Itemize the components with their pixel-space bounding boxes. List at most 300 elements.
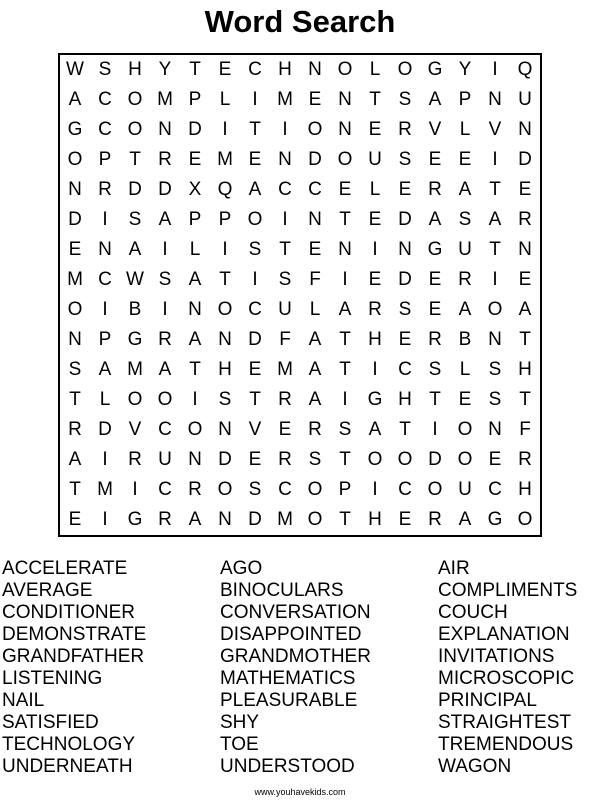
grid-letter: E	[428, 299, 442, 320]
grid-letter: V	[128, 419, 142, 440]
grid-letter: P	[188, 209, 202, 230]
grid-letter: D	[428, 449, 442, 470]
grid-letter: R	[278, 449, 292, 470]
grid-letter: R	[158, 329, 172, 350]
word-column	[438, 558, 577, 778]
grid-letter: E	[248, 359, 262, 380]
grid-letter: R	[398, 119, 412, 140]
grid-letter: M	[217, 149, 233, 170]
grid-letter: W	[66, 59, 84, 80]
grid-row	[60, 325, 540, 355]
grid-letter: D	[218, 449, 232, 470]
grid-letter: P	[218, 209, 232, 230]
grid-letter: T	[189, 359, 201, 380]
grid-letter: R	[158, 509, 172, 530]
grid-letter: T	[519, 329, 531, 350]
grid-letter: I	[492, 149, 498, 170]
grid-letter: A	[188, 269, 202, 290]
grid-letter: N	[518, 239, 532, 260]
grid-letter: O	[307, 479, 323, 500]
grid-letter: D	[158, 179, 172, 200]
grid-letter: C	[278, 179, 292, 200]
grid-letter: C	[98, 89, 112, 110]
grid-letter: O	[337, 59, 353, 80]
grid-letter: L	[189, 239, 201, 260]
grid-letter: N	[218, 329, 232, 350]
grid-row	[60, 265, 540, 295]
grid-letter: R	[428, 179, 442, 200]
grid-letter: T	[339, 449, 351, 470]
grid-letter: T	[69, 479, 81, 500]
grid-letter: H	[128, 59, 142, 80]
grid-letter: A	[458, 299, 472, 320]
word-list-item: SATISFIED	[2, 712, 99, 733]
grid-letter: E	[188, 149, 202, 170]
word-list-item: UNDERNEATH	[2, 756, 133, 777]
grid-letter: E	[368, 269, 382, 290]
letter-grid	[58, 53, 542, 537]
grid-letter: T	[519, 389, 531, 410]
grid-letter: M	[67, 269, 83, 290]
grid-letter: T	[399, 419, 411, 440]
grid-letter: H	[368, 329, 382, 350]
grid-letter: A	[488, 209, 502, 230]
grid-letter: C	[308, 179, 322, 200]
grid-letter: P	[458, 89, 472, 110]
word-list-item: UNDERSTOOD	[220, 756, 355, 777]
grid-letter: Q	[217, 179, 233, 200]
word-list-item: AGO	[220, 558, 263, 579]
grid-letter: D	[98, 419, 112, 440]
grid-letter: N	[188, 449, 202, 470]
grid-letter: N	[218, 509, 232, 530]
word-list-item: TOE	[220, 734, 259, 755]
grid-letter: C	[158, 479, 172, 500]
grid-letter: T	[219, 269, 231, 290]
grid-letter: C	[278, 479, 292, 500]
grid-letter: F	[519, 419, 531, 440]
grid-letter: H	[218, 359, 232, 380]
grid-letter: E	[248, 449, 262, 470]
word-list-item: EXPLANATION	[438, 624, 570, 645]
grid-letter: N	[308, 209, 322, 230]
grid-letter: C	[398, 479, 412, 500]
word-list-item: PRINCIPAL	[438, 690, 537, 711]
grid-letter: I	[192, 389, 198, 410]
word-list-item: ACCELERATE	[2, 558, 128, 579]
grid-letter: D	[518, 149, 532, 170]
word-list-item: TREMENDOUS	[438, 734, 574, 755]
word-list-item: INVITATIONS	[438, 646, 555, 667]
grid-row	[60, 55, 540, 85]
grid-row	[60, 175, 540, 205]
grid-letter: E	[458, 389, 472, 410]
grid-letter: I	[132, 479, 138, 500]
grid-letter: I	[102, 299, 108, 320]
grid-row	[60, 145, 540, 175]
grid-letter: C	[98, 269, 112, 290]
grid-letter: S	[398, 299, 412, 320]
grid-row	[60, 115, 540, 145]
grid-letter: E	[278, 419, 292, 440]
grid-letter: H	[278, 59, 292, 80]
grid-letter: C	[248, 299, 262, 320]
grid-letter: E	[398, 179, 412, 200]
grid-letter: H	[518, 359, 532, 380]
grid-letter: E	[68, 509, 82, 530]
grid-letter: A	[158, 359, 172, 380]
grid-letter: O	[127, 119, 143, 140]
grid-letter: E	[428, 149, 442, 170]
grid-letter: D	[308, 149, 322, 170]
word-list-item: GRANDMOTHER	[220, 646, 371, 667]
grid-letter: R	[98, 179, 112, 200]
grid-letter: R	[128, 449, 142, 470]
grid-letter: P	[98, 149, 112, 170]
grid-letter: T	[339, 209, 351, 230]
grid-letter: E	[398, 509, 412, 530]
word-list-item: NAIL	[2, 690, 45, 711]
grid-letter: H	[368, 509, 382, 530]
grid-letter: S	[248, 239, 262, 260]
grid-letter: I	[222, 239, 228, 260]
grid-letter: D	[248, 509, 262, 530]
grid-letter: R	[188, 479, 202, 500]
grid-letter: D	[128, 179, 142, 200]
grid-letter: N	[158, 119, 172, 140]
grid-letter: N	[68, 329, 82, 350]
grid-row	[60, 415, 540, 445]
grid-letter: D	[398, 269, 412, 290]
grid-letter: E	[308, 89, 322, 110]
grid-letter: I	[162, 239, 168, 260]
grid-letter: A	[128, 239, 142, 260]
grid-letter: N	[68, 179, 82, 200]
grid-letter: A	[248, 179, 262, 200]
grid-letter: S	[248, 479, 262, 500]
grid-letter: T	[129, 149, 141, 170]
grid-letter: R	[518, 449, 532, 470]
grid-letter: C	[98, 119, 112, 140]
grid-letter: I	[432, 419, 438, 440]
word-list-item: COUCH	[438, 602, 508, 623]
grid-letter: O	[457, 449, 473, 470]
grid-letter: S	[398, 149, 412, 170]
grid-letter: G	[367, 389, 383, 410]
grid-letter: D	[68, 209, 82, 230]
grid-letter: B	[128, 299, 142, 320]
grid-letter: L	[309, 299, 321, 320]
grid-letter: L	[459, 359, 471, 380]
word-list-item: SHY	[220, 712, 260, 733]
grid-letter: I	[252, 89, 258, 110]
grid-letter: E	[308, 239, 322, 260]
grid-letter: O	[307, 119, 323, 140]
grid-letter: R	[158, 149, 172, 170]
grid-letter: L	[99, 389, 111, 410]
grid-letter: T	[279, 239, 291, 260]
grid-letter: P	[188, 89, 202, 110]
grid-letter: O	[397, 449, 413, 470]
grid-letter: G	[127, 509, 143, 530]
grid-letter: N	[488, 419, 502, 440]
word-list-item: STRAIGHTEST	[438, 712, 572, 733]
grid-letter: T	[249, 389, 261, 410]
grid-letter: I	[372, 479, 378, 500]
grid-letter: S	[278, 269, 292, 290]
word-list-item: CONDITIONER	[2, 602, 135, 623]
grid-letter: Y	[158, 59, 172, 80]
grid-letter: A	[338, 299, 352, 320]
grid-letter: N	[338, 239, 352, 260]
grid-letter: I	[372, 359, 378, 380]
grid-letter: G	[427, 59, 443, 80]
grid-letter: O	[307, 509, 323, 530]
grid-letter: C	[158, 419, 172, 440]
grid-letter: V	[428, 119, 442, 140]
grid-letter: E	[518, 179, 532, 200]
grid-letter: F	[279, 329, 291, 350]
grid-letter: I	[342, 269, 348, 290]
grid-letter: O	[127, 89, 143, 110]
grid-letter: R	[368, 299, 382, 320]
grid-letter: E	[368, 119, 382, 140]
grid-letter: A	[308, 389, 322, 410]
grid-letter: O	[397, 59, 413, 80]
grid-letter: R	[428, 329, 442, 350]
grid-letter: I	[102, 209, 108, 230]
grid-letter: O	[367, 449, 383, 470]
grid-letter: S	[488, 389, 502, 410]
grid-letter: V	[488, 119, 502, 140]
grid-letter: O	[217, 299, 233, 320]
grid-letter: O	[217, 479, 233, 500]
grid-letter: N	[188, 299, 202, 320]
grid-letter: E	[488, 449, 502, 470]
grid-letter: S	[128, 209, 142, 230]
grid-letter: A	[518, 299, 532, 320]
word-list-item: DEMONSTRATE	[2, 624, 147, 645]
grid-letter: D	[188, 119, 202, 140]
grid-row	[60, 205, 540, 235]
grid-letter: N	[278, 149, 292, 170]
grid-letter: A	[458, 179, 472, 200]
grid-letter: N	[308, 59, 322, 80]
grid-letter: A	[98, 359, 112, 380]
grid-letter: A	[428, 209, 442, 230]
grid-letter: T	[369, 89, 381, 110]
grid-letter: N	[488, 329, 502, 350]
word-column	[2, 558, 146, 778]
word-list-item: PLEASURABLE	[220, 690, 358, 711]
grid-letter: G	[487, 509, 503, 530]
grid-letter: R	[518, 209, 532, 230]
grid-letter: I	[372, 239, 378, 260]
grid-letter: E	[218, 59, 232, 80]
grid-letter: F	[309, 269, 321, 290]
grid-letter: U	[458, 239, 472, 260]
grid-letter: M	[277, 359, 293, 380]
grid-letter: A	[158, 209, 172, 230]
word-list-item: DISAPPOINTED	[220, 624, 362, 645]
word-list-item: MICROSCOPIC	[438, 668, 575, 689]
grid-letter: G	[67, 119, 83, 140]
grid-letter: T	[489, 179, 501, 200]
word-list-item: LISTENING	[2, 668, 103, 689]
grid-letter: C	[488, 479, 502, 500]
grid-letter: L	[459, 119, 471, 140]
grid-letter: A	[368, 419, 382, 440]
grid-letter: I	[492, 269, 498, 290]
word-list-item: AIR	[438, 558, 470, 579]
grid-letter: G	[127, 329, 143, 350]
grid-letter: E	[458, 149, 472, 170]
grid-letter: E	[368, 209, 382, 230]
grid-letter: R	[458, 269, 472, 290]
grid-letter: T	[339, 359, 351, 380]
grid-letter: T	[429, 389, 441, 410]
grid-letter: O	[247, 209, 263, 230]
grid-letter: I	[282, 119, 288, 140]
grid-letter: E	[518, 269, 532, 290]
grid-letter: Q	[517, 59, 533, 80]
grid-letter: S	[308, 449, 322, 470]
grid-letter: R	[308, 419, 322, 440]
grid-letter: S	[488, 359, 502, 380]
grid-letter: T	[249, 119, 261, 140]
grid-letter: O	[187, 419, 203, 440]
grid-letter: A	[188, 509, 202, 530]
grid-letter: A	[458, 509, 472, 530]
grid-letter: N	[518, 119, 532, 140]
grid-letter: O	[157, 389, 173, 410]
grid-letter: O	[67, 149, 83, 170]
grid-letter: N	[338, 119, 352, 140]
grid-letter: T	[339, 509, 351, 530]
grid-letter: R	[428, 509, 442, 530]
grid-letter: M	[157, 89, 173, 110]
grid-letter: G	[427, 239, 443, 260]
grid-letter: B	[458, 329, 472, 350]
grid-letter: M	[97, 479, 113, 500]
grid-letter: C	[398, 359, 412, 380]
grid-letter: Y	[458, 59, 472, 80]
grid-letter: S	[68, 359, 82, 380]
grid-letter: O	[67, 299, 83, 320]
word-list-item: BINOCULARS	[220, 580, 344, 601]
grid-letter: L	[219, 89, 231, 110]
grid-letter: N	[338, 89, 352, 110]
grid-row	[60, 235, 540, 265]
grid-letter: U	[278, 299, 292, 320]
grid-letter: I	[222, 119, 228, 140]
grid-letter: N	[98, 239, 112, 260]
grid-letter: L	[369, 179, 381, 200]
grid-letter: D	[398, 209, 412, 230]
grid-row	[60, 355, 540, 385]
grid-letter: U	[158, 449, 172, 470]
grid-letter: L	[369, 59, 381, 80]
grid-letter: S	[458, 209, 472, 230]
grid-letter: O	[457, 419, 473, 440]
grid-letter: N	[488, 89, 502, 110]
grid-letter: H	[518, 479, 532, 500]
word-list-item: CONVERSATION	[220, 602, 371, 623]
grid-letter: D	[248, 329, 262, 350]
word-list-item: WAGON	[438, 756, 512, 777]
grid-letter: W	[126, 269, 144, 290]
grid-letter: A	[68, 89, 82, 110]
page-title: Word Search	[204, 4, 396, 39]
grid-letter: U	[368, 149, 382, 170]
grid-row	[60, 445, 540, 475]
grid-letter: H	[398, 389, 412, 410]
grid-letter: I	[282, 209, 288, 230]
grid-letter: I	[162, 299, 168, 320]
grid-letter: M	[277, 89, 293, 110]
grid-letter: P	[98, 329, 112, 350]
grid-letter: A	[188, 329, 202, 350]
word-list-item: GRANDFATHER	[2, 646, 145, 667]
grid-letter: S	[98, 59, 112, 80]
grid-letter: I	[492, 59, 498, 80]
grid-letter: A	[428, 89, 442, 110]
grid-letter: X	[188, 179, 202, 200]
grid-letter: U	[458, 479, 472, 500]
grid-row	[60, 385, 540, 415]
grid-letter: S	[158, 269, 172, 290]
grid-row	[60, 475, 540, 505]
grid-letter: C	[248, 59, 262, 80]
grid-letter: I	[342, 389, 348, 410]
word-column	[220, 558, 371, 778]
grid-letter: S	[338, 419, 352, 440]
grid-letter: N	[398, 239, 412, 260]
grid-letter: E	[248, 149, 262, 170]
grid-letter: N	[218, 419, 232, 440]
grid-letter: I	[102, 509, 108, 530]
grid-letter: T	[489, 239, 501, 260]
grid-letter: P	[338, 479, 352, 500]
grid-letter: A	[68, 449, 82, 470]
grid-letter: O	[487, 299, 503, 320]
grid-letter: A	[308, 329, 322, 350]
grid-letter: I	[252, 269, 258, 290]
grid-letter: A	[308, 359, 322, 380]
grid-row	[60, 85, 540, 115]
grid-letter: U	[518, 89, 532, 110]
grid-letter: T	[339, 329, 351, 350]
grid-letter: E	[428, 269, 442, 290]
grid-letter: T	[69, 389, 81, 410]
grid-letter: V	[248, 419, 262, 440]
word-list-item: TECHNOLOGY	[2, 734, 136, 755]
grid-letter: E	[338, 179, 352, 200]
grid-letter: R	[278, 389, 292, 410]
grid-row	[60, 505, 540, 535]
grid-letter: E	[398, 329, 412, 350]
footer-url: www.youhavekids.com	[254, 787, 346, 797]
grid-letter: O	[517, 509, 533, 530]
grid-letter: O	[427, 479, 443, 500]
grid-letter: M	[277, 509, 293, 530]
grid-letter: T	[189, 59, 201, 80]
word-list-item: COMPLIMENTS	[438, 580, 578, 601]
grid-letter: S	[398, 89, 412, 110]
grid-letter: I	[102, 449, 108, 470]
grid-letter: R	[68, 419, 82, 440]
grid-row	[60, 295, 540, 325]
